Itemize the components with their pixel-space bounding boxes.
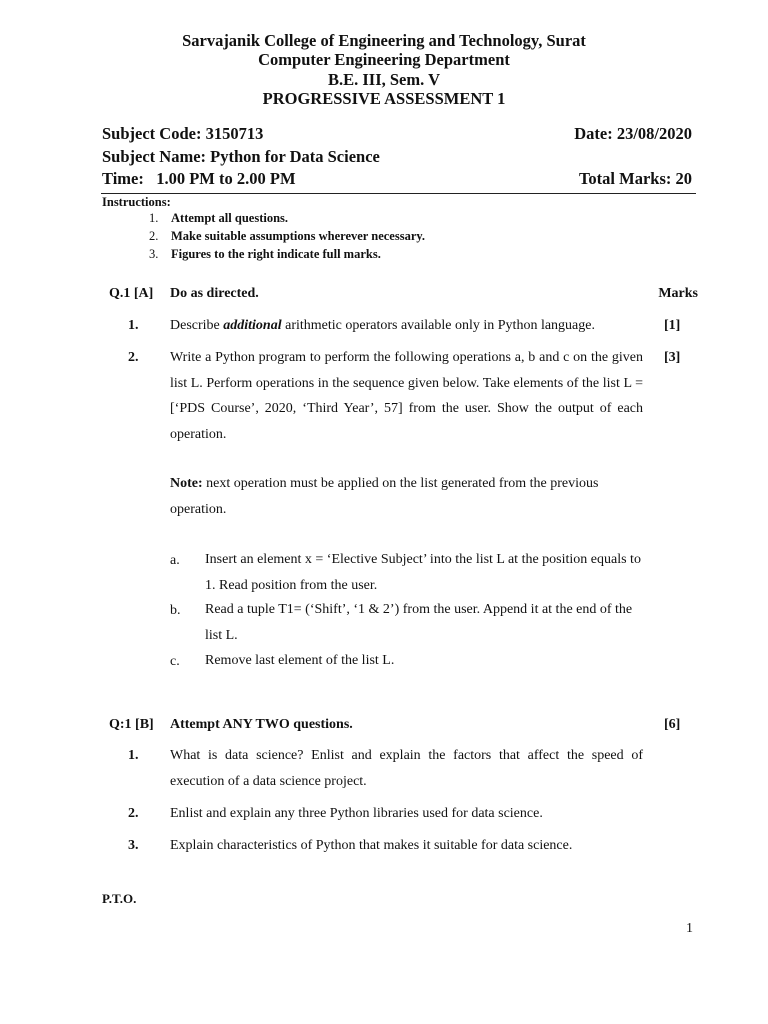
question-number: 3.: [128, 838, 139, 853]
note: [170, 471, 600, 522]
department-name: Computer Engineering Department: [258, 50, 510, 69]
subitem-text: Remove last element of the list L.: [205, 653, 395, 668]
instruction-item: Make suitable assumptions wherever necessary.: [171, 229, 426, 243]
instruction-item: Attempt all questions.: [171, 211, 289, 225]
question-marks: [3]: [664, 350, 681, 365]
marks-header: Marks: [658, 286, 698, 301]
instructions-title: Instructions:: [102, 195, 171, 209]
question-text: What is data science? Enlist and explain the factors that affect the speed of execution of a data science project.: [170, 748, 643, 789]
page-number: 1: [686, 921, 693, 936]
total-marks: Total Marks: 20: [578, 169, 692, 188]
subitem-text: Insert an element x = ‘Elective Subject’ into the list L at the position equals to 1. Read position from the user.: [205, 552, 641, 593]
semester: B.E. III, Sem. V: [327, 70, 440, 89]
instruction-num: 1.: [149, 211, 159, 225]
header-divider: [101, 193, 696, 194]
question-label: Q.1 [A]: [109, 286, 154, 301]
note-text: next operation must be applied on the list generated from the previous operation.: [170, 476, 599, 517]
question-text: [170, 318, 595, 334]
subitem-letter: c.: [170, 654, 180, 669]
question-title: Attempt ANY TWO questions.: [170, 717, 353, 732]
question-text-part: arithmetic operators available only in Python language.: [281, 318, 595, 333]
subject-code: Subject Code: 3150713: [102, 124, 264, 143]
subitem-text: Read a tuple T1= (‘Shift’, ‘1 & 2’) from the user. Append it at the end of the list L.: [205, 602, 633, 643]
subitem-letter: a.: [170, 553, 180, 568]
question-text-part: Describe: [170, 318, 224, 333]
pto-label: P.T.O.: [102, 891, 137, 906]
question-text: Write a Python program to perform the following operations a, b and c on the given list L. Perform operations in the sequence given below. Take elements of the list L = [‘PDS Course’, 2020, ‘Third Year’, 57] from the user. Show the output of each operation.: [170, 350, 643, 442]
note-label: Note:: [170, 476, 203, 491]
instruction-num: 2.: [149, 229, 159, 243]
college-name: Sarvajanik College of Engineering and Technology, Surat: [182, 31, 586, 50]
question-text: Explain characteristics of Python that makes it suitable for data science.: [170, 838, 573, 853]
question-number: 2.: [128, 806, 139, 821]
emphasis-text: additional: [223, 318, 282, 333]
question-number: 1.: [128, 748, 139, 763]
question-title: Do as directed.: [170, 286, 259, 301]
question-label: Q:1 [B]: [109, 717, 154, 732]
question-number: 2.: [128, 350, 139, 365]
subitem-letter: b.: [170, 603, 181, 618]
question-marks: [6]: [664, 717, 681, 732]
instruction-item: Figures to the right indicate full marks.: [171, 247, 381, 261]
instruction-num: 3.: [149, 247, 159, 261]
question-text: Enlist and explain any three Python libraries used for data science.: [170, 806, 543, 821]
question-marks: [1]: [664, 318, 681, 333]
subject-name: Subject Name: Python for Data Science: [102, 147, 380, 166]
exam-date: Date: 23/08/2020: [574, 124, 692, 143]
question-number: 1.: [128, 318, 139, 333]
exam-time: Time: 1.00 PM to 2.00 PM: [102, 169, 296, 188]
assessment-title: PROGRESSIVE ASSESSMENT 1: [262, 89, 506, 108]
